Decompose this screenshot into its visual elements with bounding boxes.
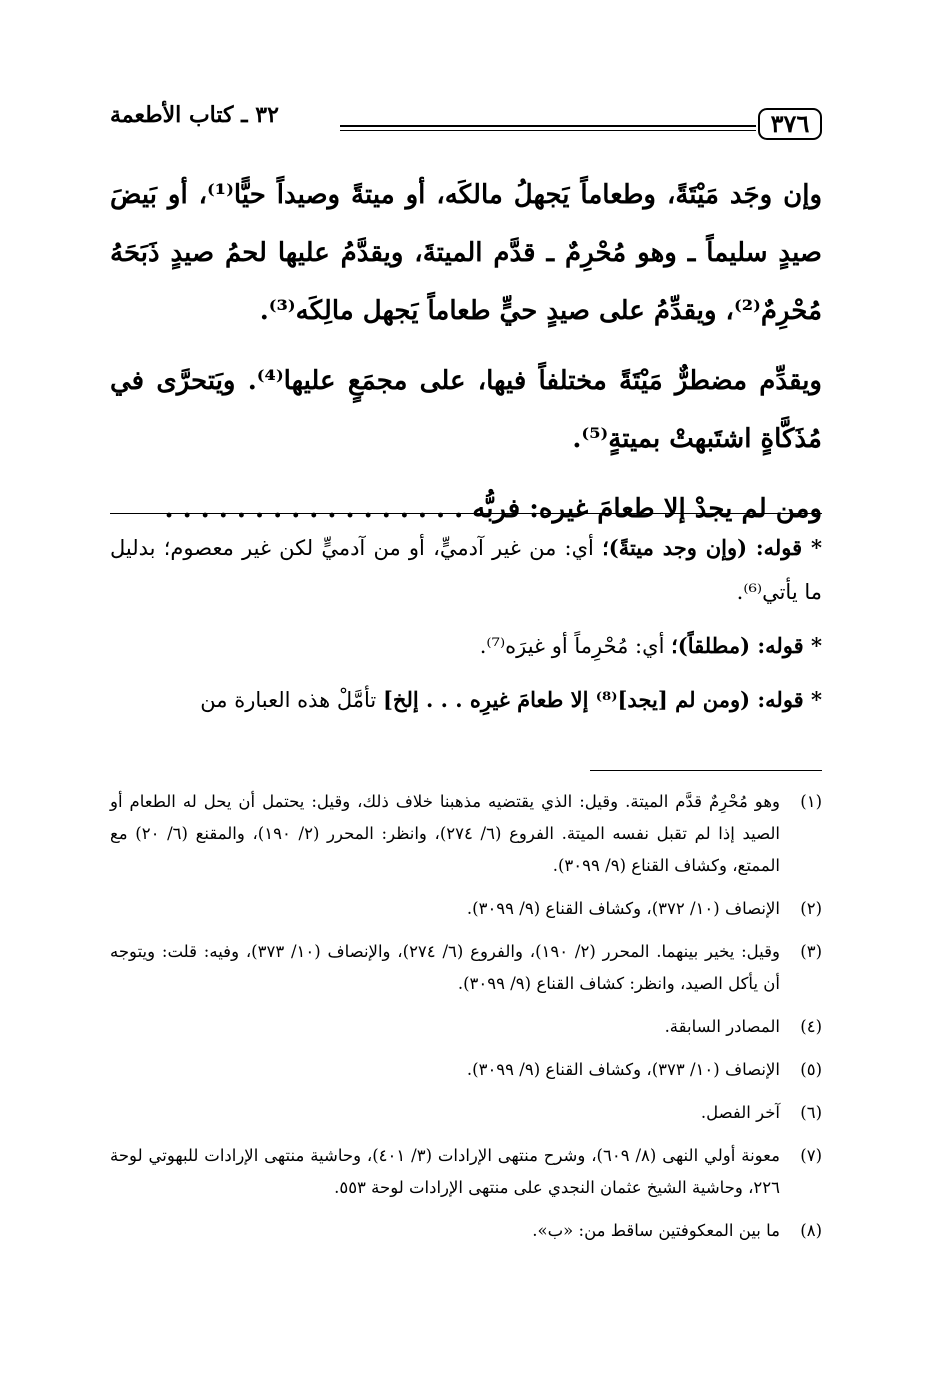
commentary-label: * قوله: (وإن وجد ميتةً)؛	[602, 535, 822, 560]
commentary-item	[110, 526, 822, 614]
footnote-text: المصادر السابقة.	[664, 1017, 780, 1036]
footnote	[110, 893, 822, 925]
page-number-box: ٣٧٦	[758, 108, 822, 140]
commentary-label: * قوله: (ومن لم [يجد]⁽⁸⁾ إلا طعامَ غيرِه . . . إلخ]	[382, 687, 822, 712]
header-rule	[340, 125, 756, 127]
running-title: ٣٢ ـ كتاب الأطعمة	[110, 102, 279, 128]
main-paragraph-3-text: ومن لم يجدْ إلا طعامَ غيره: فربُّه	[472, 494, 822, 524]
footnote-number: (٦)	[800, 1103, 822, 1122]
commentary-label: * قوله: (مطلقاً)؛	[671, 633, 822, 658]
footnote-rule	[590, 770, 822, 771]
footnote-number: (٥)	[800, 1060, 822, 1079]
commentary-item	[110, 678, 822, 722]
footnote-number: (٤)	[800, 1017, 822, 1036]
footnote-text: معونة أولي النهى (٨/ ٦٠٩)، وشرح منتهى الإرادات (٣/ ٤٠١)، وحاشية منتهى الإرادات للبهوتي لوحة ٢٢٦، وحاشية الشيخ عثمان النجدي على منتهى الإرادات لوحة ٥٥٣.	[110, 1146, 780, 1197]
footnote-text: الإنصاف (١٠/ ٣٧٢)، وكشاف القناع (٩/ ٣٠٩٩).	[466, 899, 780, 918]
footnote	[110, 1140, 822, 1204]
main-text	[110, 166, 822, 538]
footnote-number: (٨)	[800, 1221, 822, 1240]
footnote	[110, 1097, 822, 1129]
footnote-number: (٣)	[800, 942, 822, 961]
footnote	[110, 1215, 822, 1247]
main-paragraph-2: ويقدِّم مضطرٌّ مَيْتَةً مختلفاً فيها، على مجمَعٍ عليها⁽⁴⁾. ويَتحرَّى في مُذَكَّاةٍ اشتَبهتْ بميتةٍ⁽⁵⁾.	[110, 366, 822, 454]
continuation-dots: . . . . . . . . . . . . . . . . .	[164, 494, 464, 524]
text-commentary-separator	[110, 513, 822, 514]
commentary-item	[110, 624, 822, 668]
footnote	[110, 1011, 822, 1043]
footnote	[110, 1054, 822, 1086]
footnotes	[110, 786, 822, 1258]
commentary-text: أي: من غير آدميٍّ، أو من آدميٍّ لكن غير معصوم؛ بدليل ما يأتي⁽⁶⁾.	[110, 536, 822, 604]
footnote-number: (٧)	[800, 1146, 822, 1165]
commentary	[110, 526, 822, 732]
footnote-text: آخر الفصل.	[700, 1103, 780, 1122]
commentary-text: تأمَّلْ هذه العبارة من	[200, 688, 377, 712]
footnote-text: وهو مُحْرِمٌ قدَّم الميتة. وقيل: الذي يقتضيه مذهبنا خلاف ذلك، وقيل: يحتمل أن يحل له الطعام أو الصيد إذا لم تقبل نفسه الميتة. الفروع (٦/ ٢٧٤)، وانظر: المحرر (٢/ ١٩٠)، والمقنع (٦/ ٢٠) مع الممتع، وكشاف القناع (٩/ ٣٠٩٩).	[110, 792, 781, 875]
commentary-text: أي: مُحْرِماً أو غيرَه⁽⁷⁾.	[479, 634, 665, 658]
footnote-number: (١)	[800, 792, 822, 811]
footnote-text: الإنصاف (١٠/ ٣٧٣)، وكشاف القناع (٩/ ٣٠٩٩).	[466, 1060, 780, 1079]
footnote	[110, 786, 822, 882]
header-rule-thin	[340, 130, 756, 131]
footnote-text: وقيل: يخير بينهما. المحرر (٢/ ١٩٠)، والفروع (٦/ ٢٧٤)، والإنصاف (١٠/ ٣٧٣)، وفيه: قلت: ويتوجه أن يأكل الصيد، وانظر: كشاف القناع (٩/ ٣٠٩٩).	[110, 942, 780, 993]
footnote-text: ما بين المعكوفتين ساقط من: «ب».	[532, 1221, 780, 1240]
footnote-number: (٢)	[800, 899, 822, 918]
main-paragraph-1: وإن وجَد مَيْتَةً، وطعاماً يَجهلُ مالكَه، أو ميتةً وصيداً حيًّا⁽¹⁾، أو بَيضَ صيدٍ سليماً ـ وهو مُحْرِمٌ ـ قدَّم الميتةَ، ويقدَّمُ عليها لحمُ صيدٍ ذَبَحَهُ مُحْرِمٌ⁽²⁾، ويقدِّمُ على صيدٍ حيٍّ طعاماً يَجهل مالِكَه⁽³⁾.	[110, 180, 822, 326]
footnote	[110, 936, 822, 1000]
page-header	[110, 104, 822, 138]
